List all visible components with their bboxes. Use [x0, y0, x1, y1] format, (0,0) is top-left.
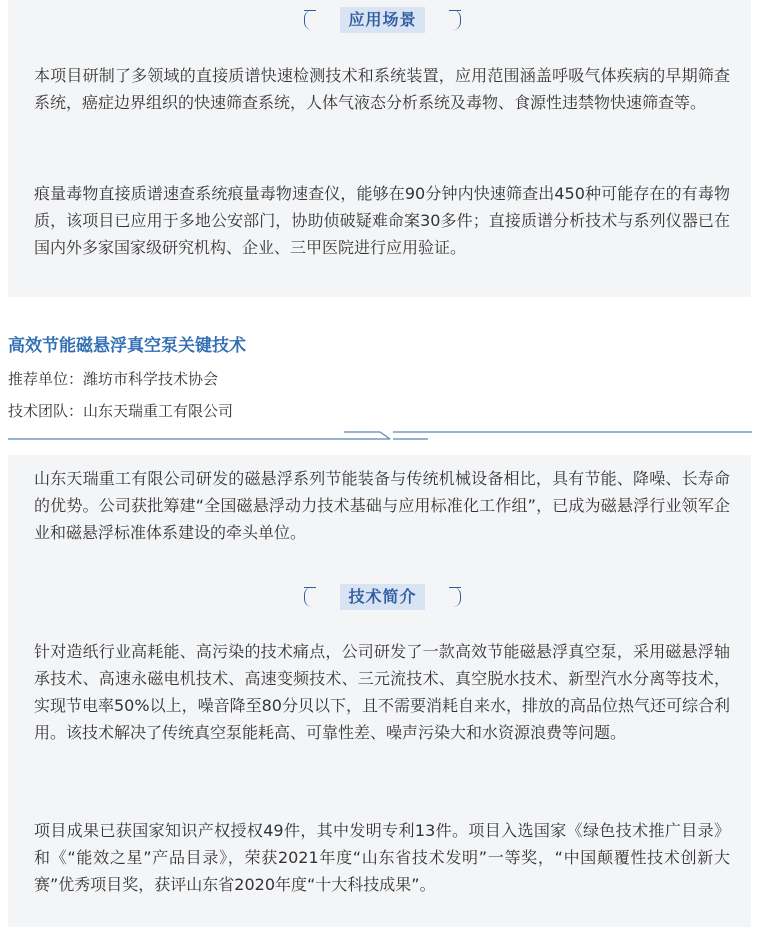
- paragraph: 项目成果已获国家知识产权授权49件，其中发明专利13件。项目入选国家《绿色技术推广目录》和《“能效之星”产品目录》，荣获2021年度“山东省技术发明”一等奖，“中国颠覆性技术创新大赛”优秀项目奖，获评山东省2020年度“十大科技成果”。: [34, 821, 730, 894]
- technology-panel: [8, 455, 751, 927]
- company-intro: 山东天瑞重工有限公司研发的磁悬浮系列节能装备与传统机械设备相比，具有节能、降噪、长寿命的优势。公司获批筹建“全国磁悬浮动力技术基础与应用标准化工作组”，已成为磁悬浮行业领军企业和磁悬浮标准体系建设的牵头单位。: [34, 469, 730, 542]
- section-badge-label: 应用场景: [340, 7, 425, 33]
- section-badge-label: 技术简介: [340, 584, 425, 610]
- section-badge-application: [304, 7, 461, 33]
- application-scenario-panel: [8, 0, 751, 297]
- team-line: 技术团队：山东天瑞重工有限公司: [8, 402, 234, 420]
- paragraph: 本项目研制了多领域的直接质谱快速检测技术和系统装置，应用范围涵盖呼吸气体疾病的早期筛查系统，癌症边界组织的快速筛查系统，人体气液态分析系统及毒物、食源性违禁物快速筛查等。: [34, 66, 730, 112]
- paragraph: 痕量毒物直接质谱速查系统痕量毒物速查仪，能够在90分钟内快速筛查出450种可能存在的有毒物质，该项目已应用于多地公安部门，协助侦破疑难命案30多件；直接质谱分析技术与系列仪器已在国内外多家国家级研究机构、企业、三甲医院进行应用验证。: [34, 184, 730, 257]
- paragraph: 针对造纸行业高耗能、高污染的技术痛点，公司研发了一款高效节能磁悬浮真空泵，采用磁悬浮轴承技术、高速永磁电机技术、高速变频技术、三元流技术、真空脱水技术、新型汽水分离等技术，实现节电率50%以上，噪音降至80分贝以下，且不需要消耗自来水，排放的高品位热气还可综合利用。该技术解决了传统真空泵能耗高、可靠性差、噪声污染大和水资源浪费等问题。: [34, 642, 730, 742]
- project-title: 高效节能磁悬浮真空泵关键技术: [8, 336, 246, 356]
- section-divider: [8, 428, 752, 442]
- section-badge-technology: [304, 584, 461, 610]
- recommender-line: 推荐单位：潍坊市科学技术协会: [8, 370, 219, 388]
